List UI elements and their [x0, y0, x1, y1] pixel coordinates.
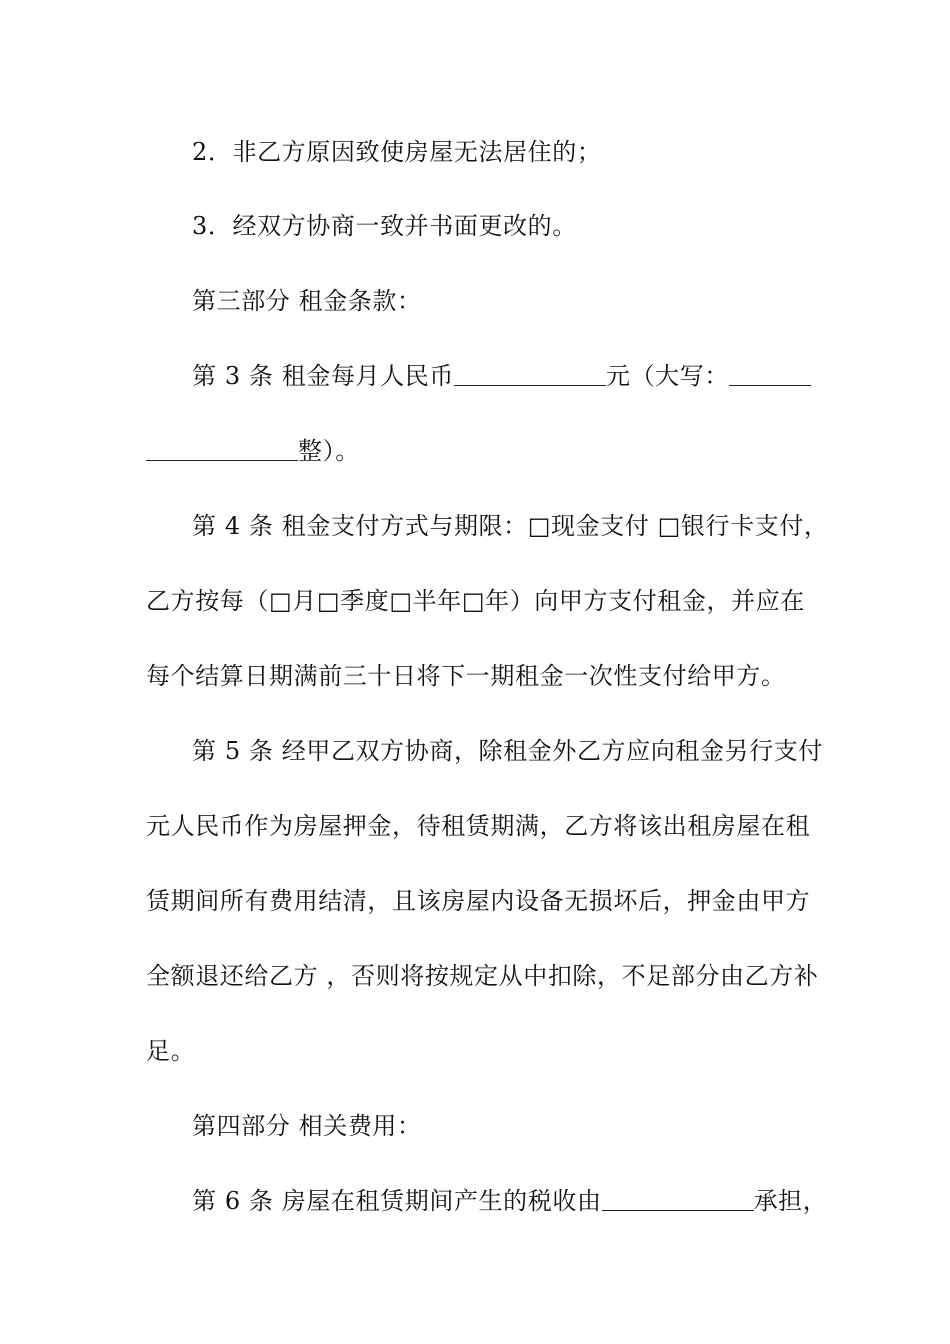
clause-item-3-text: 3．经双方协商一致并书面更改的。: [192, 212, 577, 240]
article-5-line-2: [146, 811, 810, 841]
article-6-text-a: 第 6 条 房屋在租赁期间产生的税收由: [192, 1187, 602, 1215]
article-5-text-2: 元人民币作为房屋押金，待租赁期满，乙方将该出租房屋在租: [146, 812, 811, 840]
article-5-line-5: [146, 1036, 195, 1066]
tax-bearer-blank[interactable]: [602, 1188, 754, 1211]
article-3-line-2: [146, 436, 360, 466]
article-5-text-5: 足。: [146, 1037, 196, 1065]
rent-amount-blank[interactable]: [454, 363, 606, 386]
clause-item-2: [192, 137, 601, 167]
article-4-text-2: 乙方按每（□月□季度□半年□年）向甲方支付租金，并应在: [146, 587, 805, 615]
section-heading-fees-text: 第四部分 相关费用：: [192, 1112, 422, 1140]
article-3-line-1: [192, 361, 811, 391]
article-4-text-1: 第 4 条 租金支付方式与期限：□现金支付 □银行卡支付，: [192, 512, 829, 540]
article-3-text-c: 整）。: [298, 437, 360, 465]
article-3-text-a: 第 3 条 租金每月人民币: [192, 362, 454, 390]
rent-amount-words-blank-2[interactable]: [146, 438, 298, 461]
article-5-text-1: 第 5 条 经甲乙双方协商，除租金外乙方应向租金另行支付: [192, 737, 823, 765]
article-5-text-4: 全额退还给乙方 ，否则将按规定从中扣除，不足部分由乙方补: [146, 962, 819, 990]
rent-amount-words-blank-1[interactable]: [729, 363, 811, 386]
article-5-text-3: 赁期间所有费用结清，且该房屋内设备无损坏后，押金由甲方: [146, 887, 811, 915]
article-4-line-1: [192, 511, 829, 541]
article-5-line-1: [192, 736, 823, 766]
article-5-line-3: [146, 886, 810, 916]
clause-item-2-text: 2．非乙方原因致使房屋无法居住的；: [192, 138, 602, 166]
article-6-line-1: [192, 1186, 827, 1216]
article-4-line-3: [146, 661, 786, 691]
clause-item-3: [192, 211, 577, 241]
section-heading-rent-text: 第三部分 租金条款：: [192, 287, 422, 315]
article-4-text-3: 每个结算日期满前三十日将下一期租金一次性支付给甲方。: [146, 662, 786, 690]
section-heading-fees: [192, 1111, 422, 1141]
article-4-line-2: [146, 586, 805, 616]
article-6-text-b: 承担，: [753, 1187, 828, 1215]
article-3-text-b: 元（大写：: [605, 362, 729, 390]
section-heading-rent: [192, 286, 422, 316]
article-5-line-4: [146, 961, 818, 991]
